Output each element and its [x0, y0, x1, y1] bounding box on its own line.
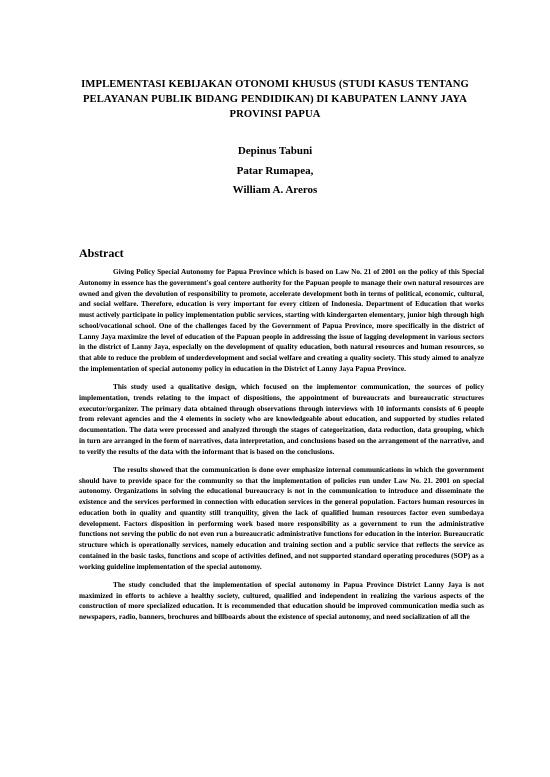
author-list	[150, 142, 400, 201]
author-name: Depinus Tabuni	[237, 145, 313, 157]
author-name: Patar Rumapea,	[236, 164, 314, 177]
abstract-paragraph: Giving Policy Special Autonomy for Papua Province which is based on Law No. 21 of 2001 on the policy of this Special Autonomy in essence has the government's goal centere authority for the Papuan people to manage their own natural resources are owned and given the devolution of responsibility to promote, accelerate development both in terms of political, economic, cultural, and social welfare. Therefore, education is very important for every citizen of Indonesia. Department of Education that works must actively participate in policy implementation public services, starting with kindergarten elementary, junior high through high school/vocational school. One of the challenges faced by the Government of Papua Province, more specifically in the district of Lanny Jaya maximize the level of education of the Papuan people in addressing the issue of lagging development in various sectors in the district of Lanny Jaya, especially on the development of quality education, both natural resources and human resources, so that able to reduce the problem of underdevelopment and social welfare and creating a quality society. This study aimed to analyze the implementation of special autonomy policy in education in the District of Lanny Jaya Papua Province.	[79, 268, 484, 373]
paper-title: IMPLEMENTASI KEBIJAKAN OTONOMI KHUSUS (STUDI KASUS TENTANG PELAYANAN PUBLIK BIDANG PENDIDIKAN) DI KABUPATEN LANNY JAYA PROVINSI PAPUA	[81, 79, 469, 120]
abstract-paragraph: The study concluded that the implementation of special autonomy in Papua Province District Lanny Jaya is not maximized in efforts to achieve a healthy society, cultured, qualified and independent in realizing the various aspects of the construction of more specialized education. It is recommended that education should be improved communication media such as newspapers, radio, banners, brochures and billboards about the existence of special autonomy, and need socialization of all the	[79, 580, 484, 621]
abstract-heading: Abstract	[79, 246, 124, 260]
abstract-paragraph: This study used a qualitative design, which focused on the implementor communication, the sources of policy implementation, trends relating to the impact of dispositions, the appointment of bureaucrats and bureaucratic structures executor/organizer. The primary data obtained through observations through interviews with 10 informants consists of 6 people from relevant agencies and the 4 elements in society who are knowledgeable about education, and supported by studies related documentation. The data were processed and analyzed through the stages of categorization, data reduction, data grouping, which in turn are arranged in the form of narratives, data interpretation, and conclusions based on the arrangement of the narrative, and to verify the results of the data with the informant that is based on the conclusions.	[79, 383, 484, 456]
abstract-paragraph: The results showed that the communication is done over emphasize internal communications in which the government should have to provide space for the community so that the implementation of policies run under Law No. 21. 2001 on special autonomy. Organizations in solving the educational bureaucracy is not in the communication to introduce and disseminate the existence and the services performed in connection with education services in the general population. Factors human resources in education both in quality and quantity still tranquility, given the lack of qualified human resources factor even sumbedaya development. Factors disposition in performing work based more responsibility as a government to run the administrative functions not serving the public do not even run a bureaucratic administrative functions for education in the interior. Bureaucratic structure which is operationally services, namely education and training section and a public service that reflects the service as contained in the basic tasks, functions and scope of activities defined, and not supported standard operating procedures (SOP) as a working guideline implementation of the special autonomy.	[79, 465, 484, 571]
author-name: William A. Areros	[232, 184, 318, 196]
abstract-body	[79, 267, 484, 630]
